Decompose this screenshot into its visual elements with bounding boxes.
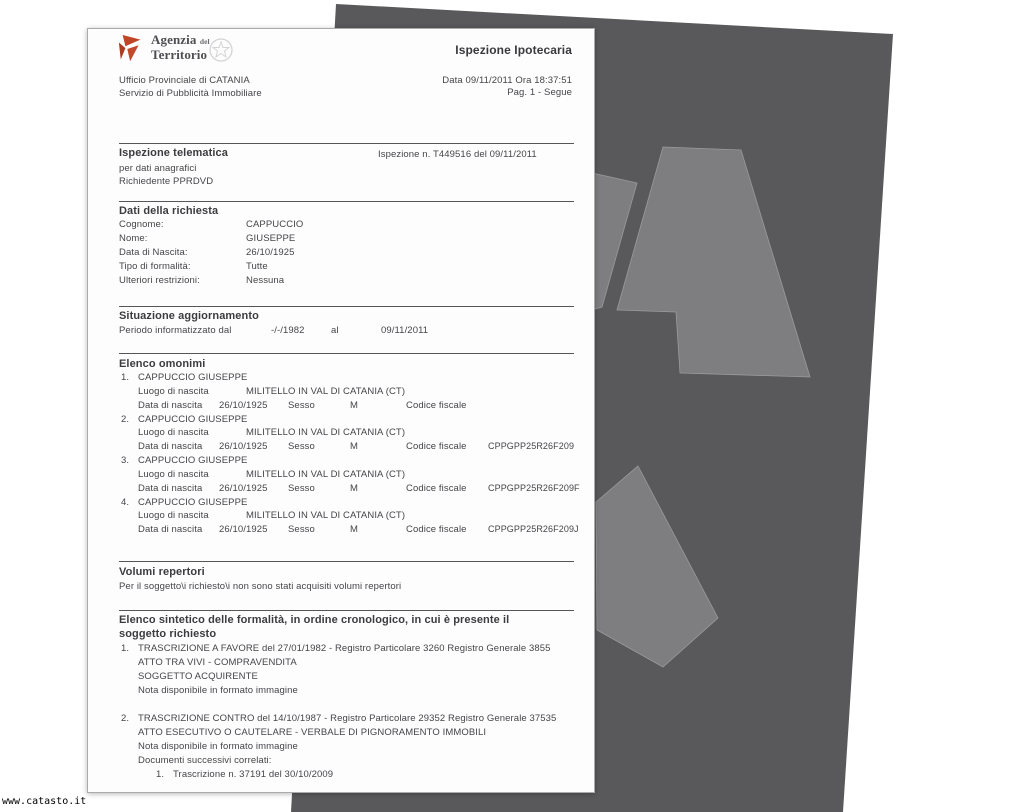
formalita-item-number: 2. xyxy=(121,713,130,724)
luogo-value: MILITELLO IN VAL DI CATANIA (CT) xyxy=(246,427,406,439)
agenzia-logo-wordmark xyxy=(151,33,210,61)
ispezione-sub2: Richiedente PPRDVD xyxy=(119,176,214,187)
entry-number: 4. xyxy=(121,496,130,508)
agenzia-territorio-logo-icon xyxy=(117,34,147,64)
data-label: Data di nascita xyxy=(138,482,203,494)
sesso-label: Sesso xyxy=(288,482,315,494)
codice-label: Codice fiscale xyxy=(406,524,467,536)
page-number-line: Pag. 1 - Segue xyxy=(507,87,572,98)
formalita-item-line: ATTO ESECUTIVO O CAUTELARE - VERBALE DI PIGNORAMENTO IMMOBILI xyxy=(138,727,487,738)
field-row xyxy=(119,247,574,261)
horizontal-rule xyxy=(119,610,574,611)
entry-name: CAPPUCCIO GIUSEPPE xyxy=(138,372,248,383)
sesso-value: M xyxy=(350,482,359,494)
formalita-subitem-text: Trascrizione n. 37191 del 30/10/2009 xyxy=(173,769,334,780)
field-value: CAPPUCCIO xyxy=(246,219,304,230)
codice-label: Codice fiscale xyxy=(406,399,467,411)
document-title: Ispezione Ipotecaria xyxy=(455,43,572,57)
section-heading-dati-richiesta: Dati della richiesta xyxy=(119,205,219,217)
formalita-item-title: TRASCRIZIONE A FAVORE del 27/01/1982 - Registro Particolare 3260 Registro Generale 3855 xyxy=(138,643,551,654)
state-emblem-icon xyxy=(208,37,234,63)
field-label: Cognome: xyxy=(119,219,164,230)
field-row xyxy=(119,219,574,233)
sesso-label: Sesso xyxy=(288,399,315,411)
codice-label: Codice fiscale xyxy=(406,482,467,494)
entry-name: CAPPUCCIO GIUSEPPE xyxy=(138,455,248,466)
ispezione-reference: Ispezione n. T449516 del 09/11/2011 xyxy=(378,149,537,160)
field-row xyxy=(119,261,574,275)
formalita-item-title: TRASCRIZIONE CONTRO del 14/10/1987 - Registro Particolare 29352 Registro Generale 37535 xyxy=(138,713,557,724)
formalita-item-line: Documenti successivi correlati: xyxy=(138,755,272,766)
omonimi-entry xyxy=(119,455,584,497)
field-row xyxy=(119,275,574,289)
periodo-from: -/-/1982 xyxy=(271,325,305,336)
luogo-value: MILITELLO IN VAL DI CATANIA (CT) xyxy=(246,510,406,522)
horizontal-rule xyxy=(119,201,574,202)
formalita-item-line: Nota disponibile in formato immagine xyxy=(138,741,298,752)
horizontal-rule xyxy=(119,143,574,144)
periodo-al: al xyxy=(331,325,339,336)
omonimi-entry xyxy=(119,497,584,539)
entry-name: CAPPUCCIO GIUSEPPE xyxy=(138,413,248,425)
horizontal-rule xyxy=(119,561,574,562)
formalita-item-line: ATTO TRA VIVI - COMPRAVENDITA xyxy=(138,657,297,668)
omonimi-entry xyxy=(119,414,584,456)
codice-value: CPPGPP25R26F209F xyxy=(488,482,580,493)
data-label: Data di nascita xyxy=(138,399,203,411)
formalita-item-line: Nota disponibile in formato immagine xyxy=(138,685,298,696)
entry-name: CAPPUCCIO GIUSEPPE xyxy=(138,496,248,508)
ispezione-sub1: per dati anagrafici xyxy=(119,163,197,174)
data-value: 26/10/1925 xyxy=(219,482,268,494)
entry-number: 2. xyxy=(121,413,130,425)
logo-word-agenzia: Agenzia xyxy=(151,32,197,47)
data-label: Data di nascita xyxy=(138,441,203,453)
date-time-line: Data 09/11/2011 Ora 18:37:51 xyxy=(442,75,572,86)
entry-number: 3. xyxy=(121,455,130,466)
logo-word-territorio: Territorio xyxy=(151,47,208,62)
luogo-label: Luogo di nascita xyxy=(138,427,209,439)
volumi-text: Per il soggetto\i richiesto\i non sono stati acquisiti volumi repertori xyxy=(119,581,402,592)
data-value: 26/10/1925 xyxy=(219,524,268,536)
sesso-label: Sesso xyxy=(288,441,315,453)
field-value: GIUSEPPE xyxy=(246,233,296,244)
periodo-to: 09/11/2011 xyxy=(381,325,429,336)
office-line-2: Servizio di Pubblicità Immobiliare xyxy=(119,88,262,99)
formalita-subitem-number: 1. xyxy=(156,769,165,780)
codice-label: Codice fiscale xyxy=(406,441,467,453)
field-label: Nome: xyxy=(119,233,148,244)
field-value: Nessuna xyxy=(246,275,285,286)
horizontal-rule xyxy=(119,306,574,307)
omonimi-entry xyxy=(119,372,584,414)
logo-word-del: del xyxy=(199,37,210,46)
sesso-value: M xyxy=(350,441,359,453)
formalita-item-number: 1. xyxy=(121,643,130,654)
section-heading-ispezione: Ispezione telematica xyxy=(119,147,228,159)
omonimi-list xyxy=(119,372,584,538)
section-heading-elenco-omonimi: Elenco omonimi xyxy=(119,358,206,370)
luogo-value: MILITELLO IN VAL DI CATANIA (CT) xyxy=(246,468,406,480)
section-heading-volumi: Volumi repertori xyxy=(119,566,205,578)
luogo-label: Luogo di nascita xyxy=(138,385,209,397)
sesso-value: M xyxy=(350,399,359,411)
data-label: Data di nascita xyxy=(138,524,203,536)
document-page xyxy=(87,28,595,793)
section-heading-formalita-1: Elenco sintetico delle formalità, in ordine cronologico, in cui è presente il xyxy=(119,614,510,626)
sesso-value: M xyxy=(350,524,359,536)
field-label: Data di Nascita: xyxy=(119,247,188,258)
site-url-watermark: www.catasto.it xyxy=(2,796,87,807)
office-line-1: Ufficio Provinciale di CATANIA xyxy=(119,75,250,86)
horizontal-rule xyxy=(119,353,574,354)
field-value: 26/10/1925 xyxy=(246,247,295,258)
periodo-label: Periodo informatizzato dal xyxy=(119,325,232,336)
sesso-label: Sesso xyxy=(288,524,315,536)
entry-number: 1. xyxy=(121,372,130,383)
data-value: 26/10/1925 xyxy=(219,441,268,453)
field-value: Tutte xyxy=(246,261,268,272)
luogo-label: Luogo di nascita xyxy=(138,468,209,480)
field-row xyxy=(119,233,574,247)
luogo-value: MILITELLO IN VAL DI CATANIA (CT) xyxy=(246,385,406,397)
field-label: Tipo di formalità: xyxy=(119,261,191,272)
section-heading-situazione: Situazione aggiornamento xyxy=(119,310,259,322)
section-heading-formalita-2: soggetto richiesto xyxy=(119,628,217,640)
formalita-item-line: SOGGETTO ACQUIRENTE xyxy=(138,671,258,682)
codice-value: CPPGPP25R26F209 xyxy=(488,441,575,452)
codice-value: CPPGPP25R26F209J xyxy=(488,524,579,535)
luogo-label: Luogo di nascita xyxy=(138,510,209,522)
data-value: 26/10/1925 xyxy=(219,399,268,411)
dati-richiesta-rows xyxy=(119,219,574,289)
field-label: Ulteriori restrizioni: xyxy=(119,275,200,286)
